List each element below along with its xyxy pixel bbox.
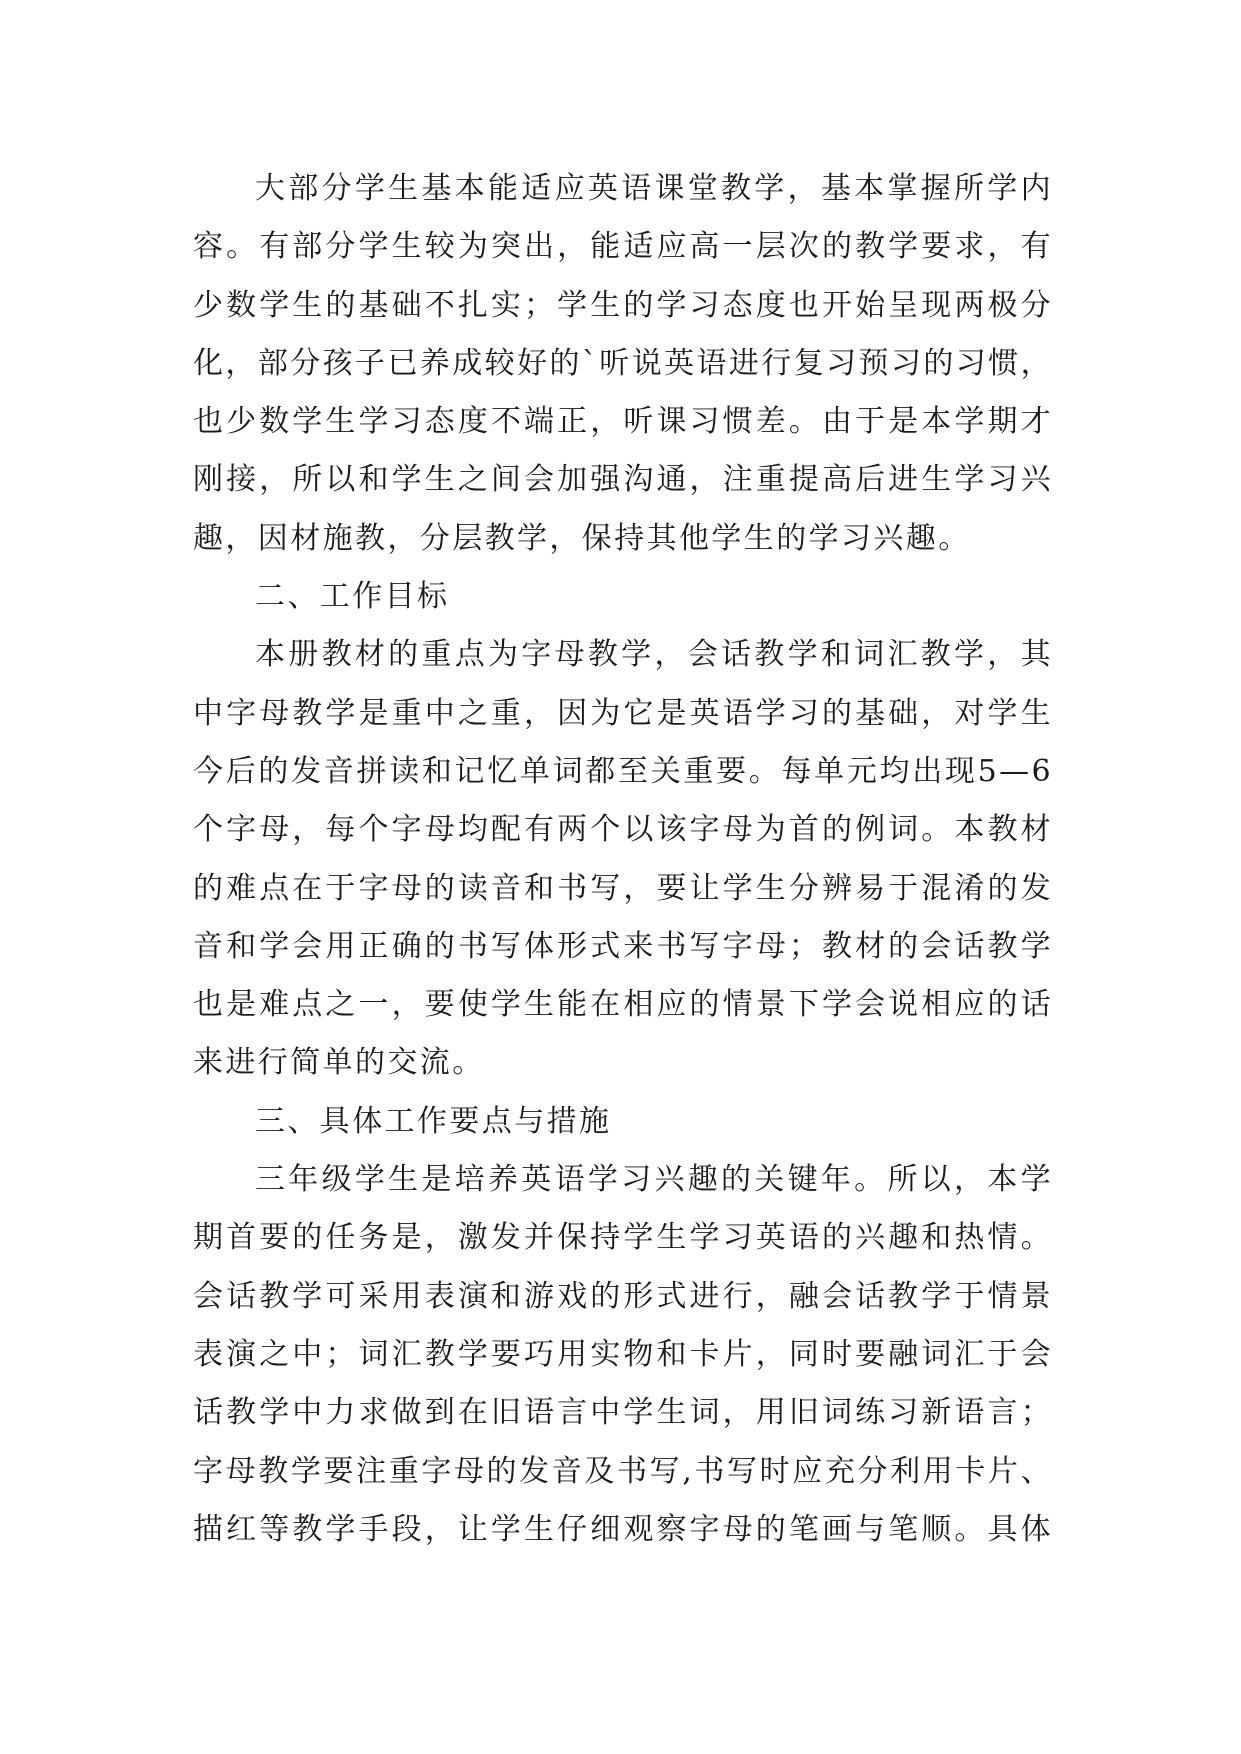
text-line: 中字母教学是重中之重，因为它是英语学习的基础，对学生 <box>193 695 1053 731</box>
text-line: 描红等教学手段，让学生仔细观察字母的笔画与笔顺。具体 <box>193 1511 1053 1547</box>
text-line: 也是难点之一，要使学生能在相应的情景下学会说相应的话 <box>193 987 1053 1023</box>
text-line: 话教学中力求做到在旧语言中学生词，用旧词练习新语言； <box>193 1395 1053 1431</box>
text-line: 个字母，每个字母均配有两个以该字母为首的例词。本教材 <box>193 812 1053 848</box>
text-line: 会话教学可采用表演和游戏的形式进行，融会话教学于情景 <box>193 1278 1053 1314</box>
text-line: 字母教学要注重字母的发音及书写,书写时应充分利用卡片、 <box>193 1453 1053 1489</box>
text-line: 音和学会用正确的书写体形式来书写字母；教材的会话教学 <box>193 928 1053 964</box>
text-line: 刚接，所以和学生之间会加强沟通，注重提高后进生学习兴 <box>193 462 1053 498</box>
text-line: 的难点在于字母的读音和书写，要让学生分辨易于混淆的发 <box>193 870 1053 906</box>
text-line: 大部分学生基本能适应英语课堂教学，基本掌握所学内 <box>255 171 1053 206</box>
text-line: 三、具体工作要点与措施 <box>255 1103 612 1139</box>
text-line: 趣，因材施教，分层教学，保持其他学生的学习兴趣。 <box>193 520 971 556</box>
text-line: 容。有部分学生较为突出，能适应高一层次的教学要求，有 <box>193 229 1053 265</box>
document-body <box>193 160 1053 1559</box>
text-line: 今后的发音拼读和记忆单词都至关重要。每单元均出现5—6 <box>193 753 1053 789</box>
text-line: 化，部分孩子已养成较好的`听说英语进行复习预习的习惯， <box>193 345 1053 381</box>
text-line: 表演之中；词汇教学要巧用实物和卡片，同时要融词汇于会 <box>193 1336 1053 1372</box>
text-line: 本册教材的重点为字母教学，会话教学和词汇教学，其 <box>255 637 1053 673</box>
text-line: 来进行简单的交流。 <box>193 1045 485 1081</box>
text-line: 少数学生的基础不扎实；学生的学习态度也开始呈现两极分 <box>193 287 1053 323</box>
text-line: 也少数学生学习态度不端正，听课习惯差。由于是本学期才 <box>193 404 1053 440</box>
text-line: 三年级学生是培养英语学习兴趣的关键年。所以，本学 <box>255 1162 1053 1198</box>
text-line: 二、工作目标 <box>255 579 450 615</box>
text-line: 期首要的任务是，激发并保持学生学习英语的兴趣和热情。 <box>193 1220 1053 1256</box>
